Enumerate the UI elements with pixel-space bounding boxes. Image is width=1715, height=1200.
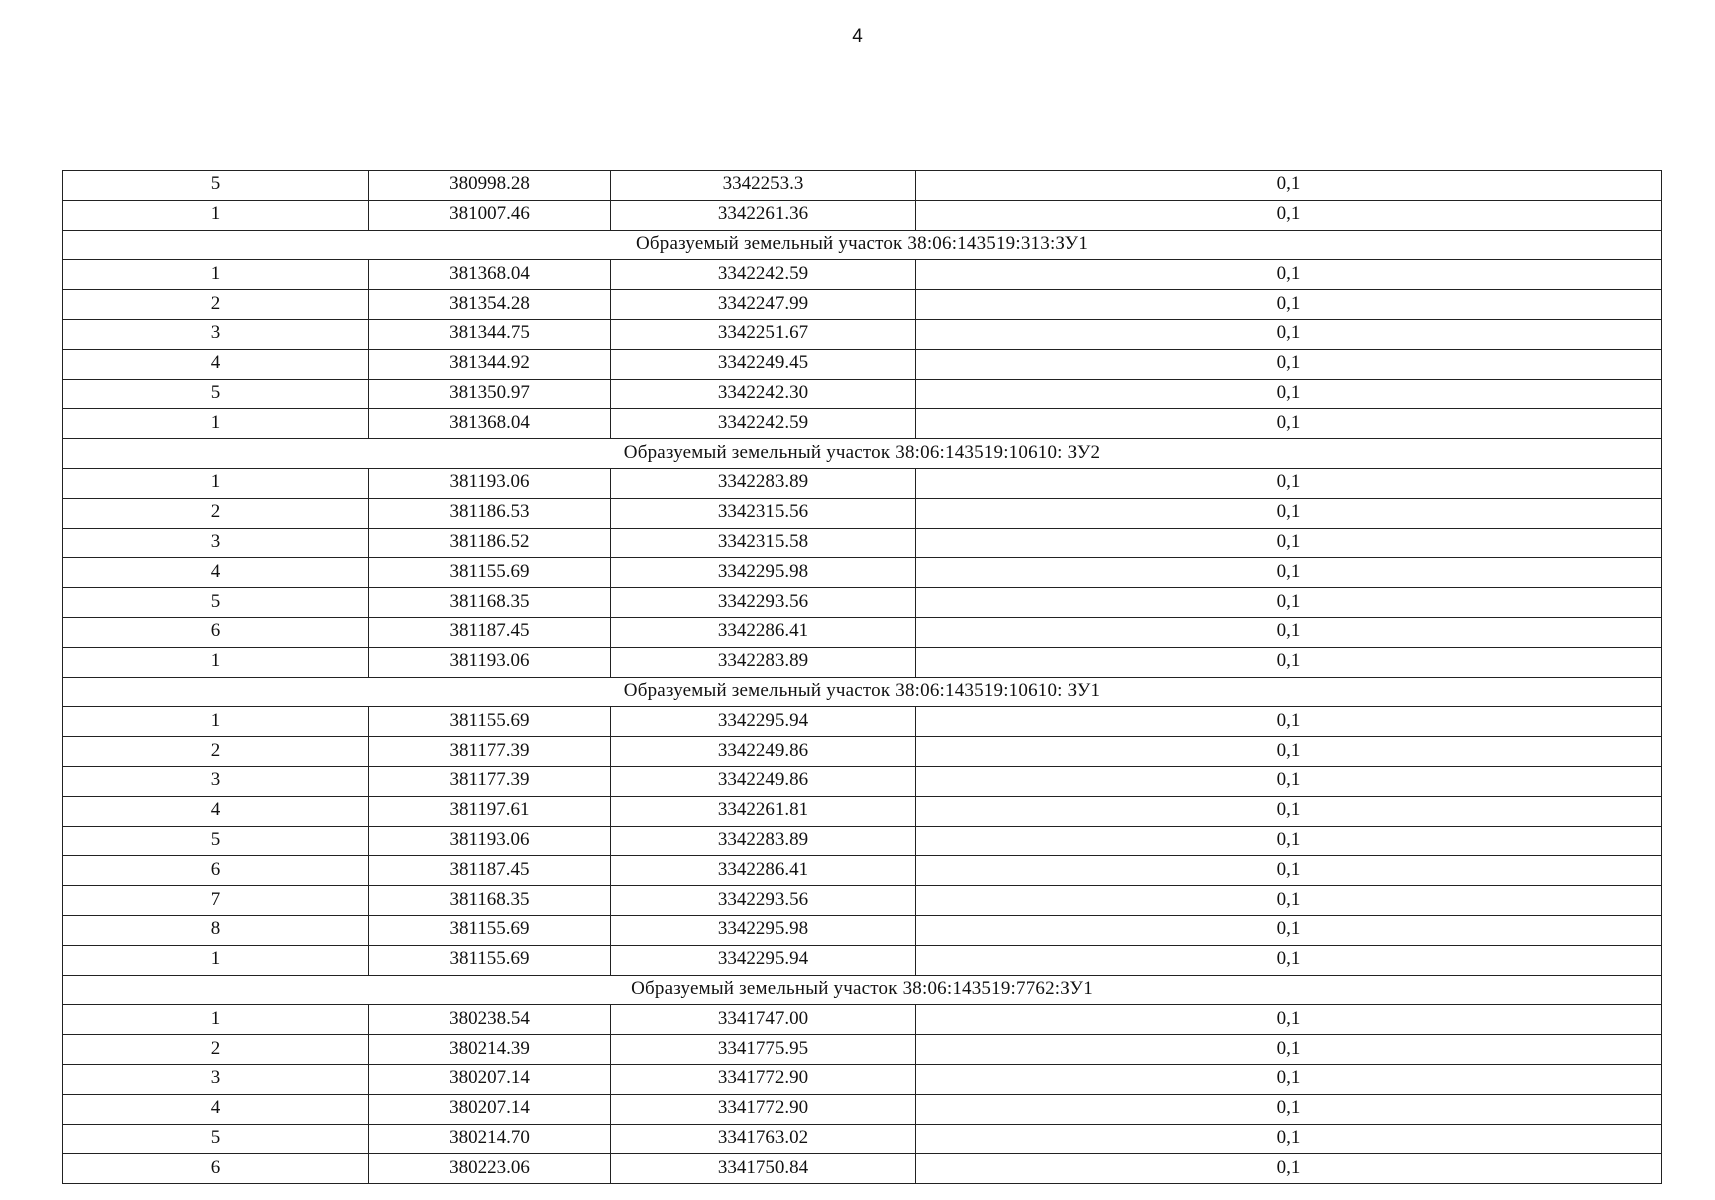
table-row bbox=[63, 707, 1662, 737]
page-number: 4 bbox=[852, 26, 863, 47]
point-number-cell: 5 bbox=[63, 379, 369, 409]
point-number-cell: 3 bbox=[63, 766, 369, 796]
x-coordinate-cell: 381193.06 bbox=[369, 647, 611, 677]
section-header-row bbox=[63, 975, 1662, 1005]
table-row bbox=[63, 200, 1662, 230]
point-number-cell: 4 bbox=[63, 796, 369, 826]
land-plot-title: Образуемый земельный участок 38:06:143519:10610: ЗУ1 bbox=[63, 677, 1662, 707]
accuracy-cell: 0,1 bbox=[916, 1005, 1662, 1035]
x-coordinate-cell: 381007.46 bbox=[369, 200, 611, 230]
y-coordinate-cell: 3342261.81 bbox=[611, 796, 916, 826]
land-plot-title: Образуемый земельный участок 38:06:143519:10610: ЗУ2 bbox=[63, 439, 1662, 469]
point-number-cell: 6 bbox=[63, 1154, 369, 1184]
y-coordinate-cell: 3342283.89 bbox=[611, 468, 916, 498]
point-number-cell: 3 bbox=[63, 319, 369, 349]
point-number-cell: 5 bbox=[63, 171, 369, 201]
table-row bbox=[63, 1035, 1662, 1065]
point-number-cell: 1 bbox=[63, 1005, 369, 1035]
y-coordinate-cell: 3342247.99 bbox=[611, 290, 916, 320]
x-coordinate-cell: 381177.39 bbox=[369, 766, 611, 796]
table-row bbox=[63, 617, 1662, 647]
y-coordinate-cell: 3342283.89 bbox=[611, 647, 916, 677]
table-row bbox=[63, 349, 1662, 379]
table-row bbox=[63, 409, 1662, 439]
y-coordinate-cell: 3342283.89 bbox=[611, 826, 916, 856]
accuracy-cell: 0,1 bbox=[916, 945, 1662, 975]
y-coordinate-cell: 3342249.86 bbox=[611, 737, 916, 767]
y-coordinate-cell: 3342242.59 bbox=[611, 260, 916, 290]
y-coordinate-cell: 3342261.36 bbox=[611, 200, 916, 230]
y-coordinate-cell: 3341772.90 bbox=[611, 1064, 916, 1094]
coordinates-table-body bbox=[63, 171, 1662, 1184]
y-coordinate-cell: 3342295.98 bbox=[611, 915, 916, 945]
accuracy-cell: 0,1 bbox=[916, 558, 1662, 588]
x-coordinate-cell: 380223.06 bbox=[369, 1154, 611, 1184]
point-number-cell: 6 bbox=[63, 856, 369, 886]
section-header-row bbox=[63, 439, 1662, 469]
point-number-cell: 6 bbox=[63, 617, 369, 647]
table-row bbox=[63, 498, 1662, 528]
x-coordinate-cell: 381155.69 bbox=[369, 945, 611, 975]
accuracy-cell: 0,1 bbox=[916, 528, 1662, 558]
accuracy-cell: 0,1 bbox=[916, 1124, 1662, 1154]
accuracy-cell: 0,1 bbox=[916, 617, 1662, 647]
x-coordinate-cell: 380207.14 bbox=[369, 1064, 611, 1094]
y-coordinate-cell: 3342253.3 bbox=[611, 171, 916, 201]
accuracy-cell: 0,1 bbox=[916, 1035, 1662, 1065]
point-number-cell: 3 bbox=[63, 528, 369, 558]
y-coordinate-cell: 3342315.58 bbox=[611, 528, 916, 558]
y-coordinate-cell: 3342251.67 bbox=[611, 319, 916, 349]
x-coordinate-cell: 381186.53 bbox=[369, 498, 611, 528]
x-coordinate-cell: 381344.92 bbox=[369, 349, 611, 379]
accuracy-cell: 0,1 bbox=[916, 349, 1662, 379]
x-coordinate-cell: 381193.06 bbox=[369, 826, 611, 856]
x-coordinate-cell: 381168.35 bbox=[369, 886, 611, 916]
accuracy-cell: 0,1 bbox=[916, 200, 1662, 230]
y-coordinate-cell: 3342293.56 bbox=[611, 886, 916, 916]
coordinates-table bbox=[62, 170, 1662, 1184]
table-row bbox=[63, 766, 1662, 796]
table-row bbox=[63, 290, 1662, 320]
y-coordinate-cell: 3341747.00 bbox=[611, 1005, 916, 1035]
y-coordinate-cell: 3342295.94 bbox=[611, 707, 916, 737]
accuracy-cell: 0,1 bbox=[916, 766, 1662, 796]
point-number-cell: 1 bbox=[63, 260, 369, 290]
accuracy-cell: 0,1 bbox=[916, 260, 1662, 290]
accuracy-cell: 0,1 bbox=[916, 588, 1662, 618]
accuracy-cell: 0,1 bbox=[916, 647, 1662, 677]
table-row bbox=[63, 588, 1662, 618]
point-number-cell: 8 bbox=[63, 915, 369, 945]
y-coordinate-cell: 3342315.56 bbox=[611, 498, 916, 528]
x-coordinate-cell: 380214.39 bbox=[369, 1035, 611, 1065]
table-row bbox=[63, 915, 1662, 945]
accuracy-cell: 0,1 bbox=[916, 1094, 1662, 1124]
point-number-cell: 3 bbox=[63, 1064, 369, 1094]
x-coordinate-cell: 381155.69 bbox=[369, 558, 611, 588]
x-coordinate-cell: 381177.39 bbox=[369, 737, 611, 767]
point-number-cell: 7 bbox=[63, 886, 369, 916]
point-number-cell: 1 bbox=[63, 409, 369, 439]
point-number-cell: 1 bbox=[63, 647, 369, 677]
table-row bbox=[63, 171, 1662, 201]
accuracy-cell: 0,1 bbox=[916, 379, 1662, 409]
table-row bbox=[63, 945, 1662, 975]
point-number-cell: 2 bbox=[63, 1035, 369, 1065]
x-coordinate-cell: 381155.69 bbox=[369, 707, 611, 737]
point-number-cell: 5 bbox=[63, 1124, 369, 1154]
x-coordinate-cell: 380238.54 bbox=[369, 1005, 611, 1035]
point-number-cell: 4 bbox=[63, 349, 369, 379]
y-coordinate-cell: 3342293.56 bbox=[611, 588, 916, 618]
x-coordinate-cell: 381186.52 bbox=[369, 528, 611, 558]
table-row bbox=[63, 1064, 1662, 1094]
accuracy-cell: 0,1 bbox=[916, 171, 1662, 201]
point-number-cell: 1 bbox=[63, 468, 369, 498]
x-coordinate-cell: 381168.35 bbox=[369, 588, 611, 618]
table-row bbox=[63, 558, 1662, 588]
point-number-cell: 2 bbox=[63, 737, 369, 767]
point-number-cell: 1 bbox=[63, 200, 369, 230]
accuracy-cell: 0,1 bbox=[916, 290, 1662, 320]
table-row bbox=[63, 528, 1662, 558]
x-coordinate-cell: 381350.97 bbox=[369, 379, 611, 409]
accuracy-cell: 0,1 bbox=[916, 319, 1662, 349]
land-plot-title: Образуемый земельный участок 38:06:143519:7762:ЗУ1 bbox=[63, 975, 1662, 1005]
y-coordinate-cell: 3341775.95 bbox=[611, 1035, 916, 1065]
point-number-cell: 2 bbox=[63, 498, 369, 528]
table-row bbox=[63, 647, 1662, 677]
accuracy-cell: 0,1 bbox=[916, 468, 1662, 498]
x-coordinate-cell: 381187.45 bbox=[369, 617, 611, 647]
accuracy-cell: 0,1 bbox=[916, 737, 1662, 767]
y-coordinate-cell: 3342286.41 bbox=[611, 856, 916, 886]
accuracy-cell: 0,1 bbox=[916, 886, 1662, 916]
x-coordinate-cell: 380998.28 bbox=[369, 171, 611, 201]
table-row bbox=[63, 468, 1662, 498]
accuracy-cell: 0,1 bbox=[916, 498, 1662, 528]
table-row bbox=[63, 1124, 1662, 1154]
x-coordinate-cell: 381155.69 bbox=[369, 915, 611, 945]
accuracy-cell: 0,1 bbox=[916, 409, 1662, 439]
y-coordinate-cell: 3342295.98 bbox=[611, 558, 916, 588]
point-number-cell: 2 bbox=[63, 290, 369, 320]
y-coordinate-cell: 3342249.45 bbox=[611, 349, 916, 379]
point-number-cell: 5 bbox=[63, 588, 369, 618]
accuracy-cell: 0,1 bbox=[916, 826, 1662, 856]
point-number-cell: 1 bbox=[63, 707, 369, 737]
table-row bbox=[63, 260, 1662, 290]
y-coordinate-cell: 3342295.94 bbox=[611, 945, 916, 975]
x-coordinate-cell: 380207.14 bbox=[369, 1094, 611, 1124]
y-coordinate-cell: 3341763.02 bbox=[611, 1124, 916, 1154]
accuracy-cell: 0,1 bbox=[916, 707, 1662, 737]
table-row bbox=[63, 1094, 1662, 1124]
accuracy-cell: 0,1 bbox=[916, 1064, 1662, 1094]
y-coordinate-cell: 3341772.90 bbox=[611, 1094, 916, 1124]
point-number-cell: 1 bbox=[63, 945, 369, 975]
table-row bbox=[63, 1154, 1662, 1184]
y-coordinate-cell: 3342286.41 bbox=[611, 617, 916, 647]
x-coordinate-cell: 381193.06 bbox=[369, 468, 611, 498]
table-row bbox=[63, 856, 1662, 886]
accuracy-cell: 0,1 bbox=[916, 915, 1662, 945]
point-number-cell: 4 bbox=[63, 558, 369, 588]
x-coordinate-cell: 381197.61 bbox=[369, 796, 611, 826]
accuracy-cell: 0,1 bbox=[916, 1154, 1662, 1184]
x-coordinate-cell: 381368.04 bbox=[369, 260, 611, 290]
accuracy-cell: 0,1 bbox=[916, 796, 1662, 826]
x-coordinate-cell: 381354.28 bbox=[369, 290, 611, 320]
table-row bbox=[63, 886, 1662, 916]
y-coordinate-cell: 3342249.86 bbox=[611, 766, 916, 796]
table-row bbox=[63, 1005, 1662, 1035]
table-row bbox=[63, 379, 1662, 409]
y-coordinate-cell: 3342242.59 bbox=[611, 409, 916, 439]
x-coordinate-cell: 380214.70 bbox=[369, 1124, 611, 1154]
y-coordinate-cell: 3341750.84 bbox=[611, 1154, 916, 1184]
x-coordinate-cell: 381344.75 bbox=[369, 319, 611, 349]
x-coordinate-cell: 381187.45 bbox=[369, 856, 611, 886]
x-coordinate-cell: 381368.04 bbox=[369, 409, 611, 439]
accuracy-cell: 0,1 bbox=[916, 856, 1662, 886]
table-row bbox=[63, 826, 1662, 856]
table-row bbox=[63, 737, 1662, 767]
y-coordinate-cell: 3342242.30 bbox=[611, 379, 916, 409]
section-header-row bbox=[63, 677, 1662, 707]
land-plot-title: Образуемый земельный участок 38:06:143519:313:ЗУ1 bbox=[63, 230, 1662, 260]
point-number-cell: 4 bbox=[63, 1094, 369, 1124]
section-header-row bbox=[63, 230, 1662, 260]
table-row bbox=[63, 319, 1662, 349]
point-number-cell: 5 bbox=[63, 826, 369, 856]
table-row bbox=[63, 796, 1662, 826]
